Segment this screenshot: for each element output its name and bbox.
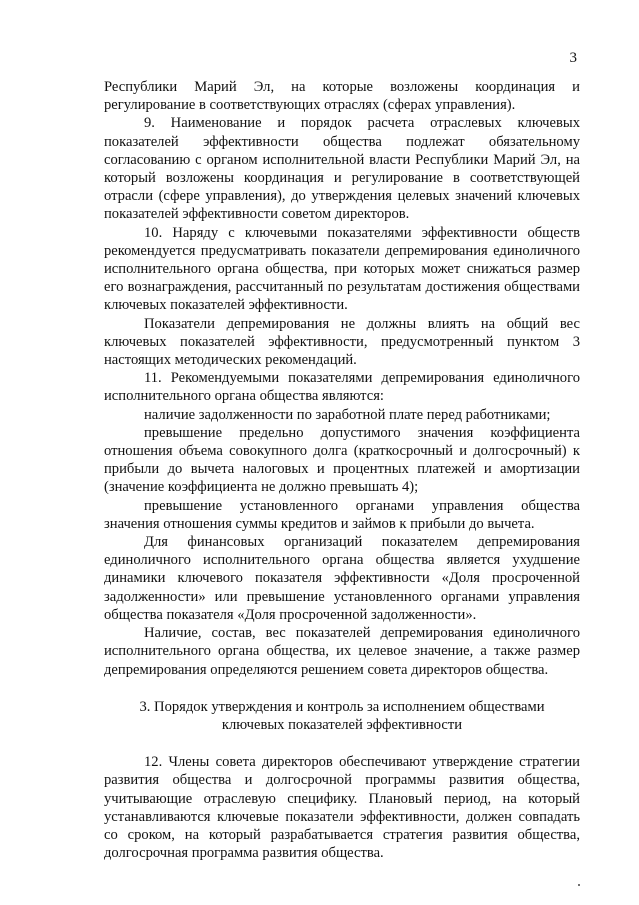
list-item-loans-ratio: превышение установленного органами управления общества значения отношения суммы кредитов и займов к прибыли до вычета. xyxy=(104,497,580,532)
paragraph-item-11: 11. Рекомендуемыми показателями депремирования единоличного исполнительного органа общества являются: xyxy=(104,370,580,405)
paragraph-item-10: 10. Наряду с ключевыми показателями эффективности обществ рекомендуется предусматривать показатели депремирования единоличного исполнительного органа общества, при которых может снижаться размер его вознаграждения, рассчитанный по результатам достижения обществами ключевых показателей эффективности. xyxy=(104,224,580,314)
page-number: 3 xyxy=(569,50,577,66)
section-heading-line-2: ключевых показателей эффективности xyxy=(221,716,463,733)
section-heading xyxy=(104,698,580,734)
paragraph-item-9: 9. Наименование и порядок расчета отраслевых ключевых показателей эффективности общества подлежат обязательному согласованию с органом исполнительной власти Республики Марий Эл, на который возложены координация и регулирование в соответствующей отрасли (сфере управления), до утверждения целевых значений ключевых показателей эффективности советом директоров. xyxy=(104,115,580,223)
list-item-salary-debt: наличие задолженности по заработной плате перед работниками; xyxy=(144,406,551,423)
section-heading-line-1: 3. Порядок утверждения и контроль за исполнением обществами xyxy=(139,698,545,715)
paragraph-item-12: 12. Члены совета директоров обеспечивают утверждение стратегии развития общества и долгосрочной программы развития общества, учитывающие отраслевую специфику. Плановый период, на который устанавливаются ключевые показатели эффективности, должен совпадать со сроком, на который разрабатывается стратегия развития общества, долгосрочная программа развития общества. xyxy=(104,754,580,862)
scan-artifact-dot xyxy=(578,884,580,886)
document-body xyxy=(104,78,580,862)
list-item-debt-ratio: превышение предельно допустимого значения коэффициента отношения объема совокупного долга (краткосрочный и долгосрочный) к прибыли до вычета налоговых и процентных платежей и амортизации (значение коэффициента не должно превышать 4); xyxy=(104,424,580,496)
paragraph-board-decision: Наличие, состав, вес показателей депремирования единоличного исполнительного органа общества, их целевое значение, а также размер депремирования определяются решением совета директоров общества. xyxy=(104,625,580,678)
paragraph-financial-organizations: Для финансовых организаций показателем депремирования единоличного исполнительного органа общества является ухудшение динамики ключевого показателя эффективности «Доля просроченной задолженности» или превышение установленного органами управления общества показателя «Доля просроченной задолженности». xyxy=(104,534,580,623)
paragraph-continuation: Республики Марий Эл, на которые возложены координация и регулирование в соответствующих отраслях (сферах управления). xyxy=(104,79,580,114)
paragraph-depremium-weight: Показатели депремирования не должны влиять на общий вес ключевых показателей эффективности, предусмотренный пунктом 3 настоящих методических рекомендаций. xyxy=(104,315,580,369)
